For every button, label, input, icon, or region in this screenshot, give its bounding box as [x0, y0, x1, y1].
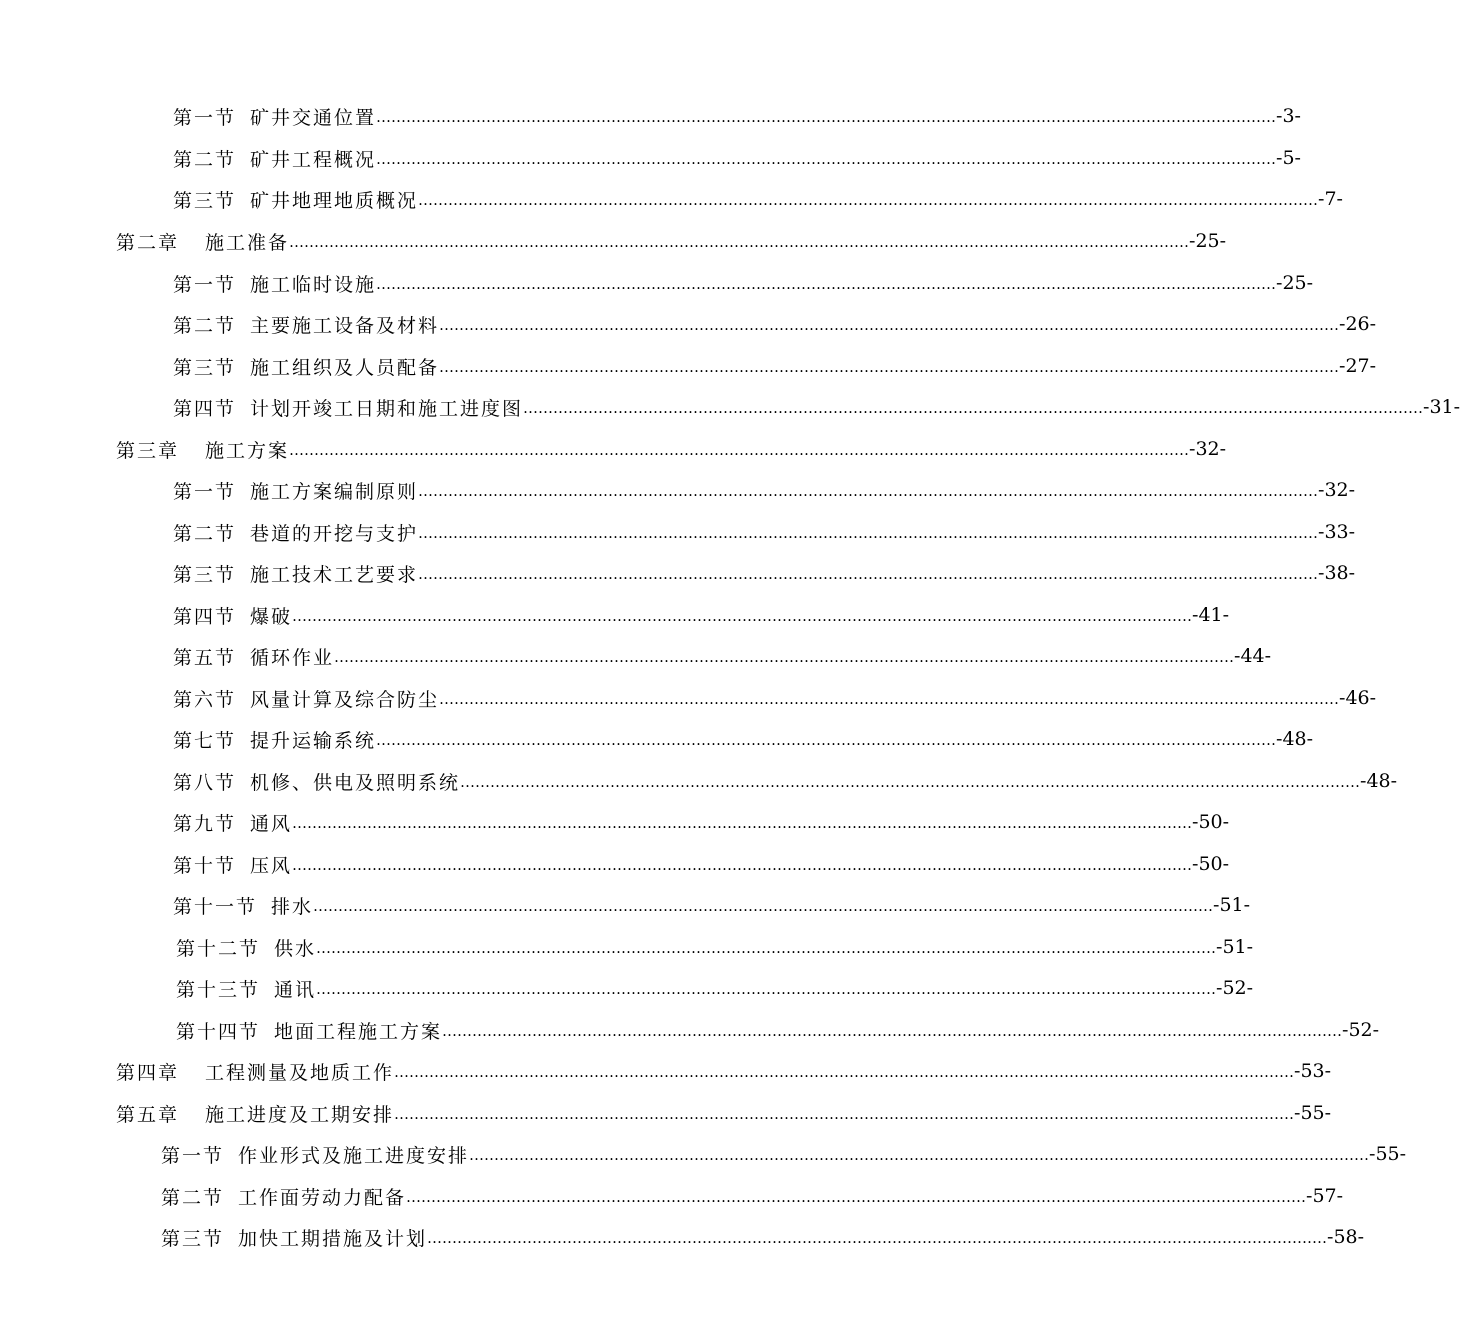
toc-entry[interactable] — [173, 184, 1343, 214]
dot-leader: ……………………………………………………………………………………………………………………………………………………………… — [523, 399, 1424, 417]
entry-page: -53- — [1294, 1060, 1332, 1082]
entry-title: 加快工期措施及计划 — [238, 1227, 428, 1250]
dot-leader: ……………………………………………………………………………………………………………………………………………………………… — [439, 690, 1340, 708]
chapter-number: 第五章 — [116, 1103, 180, 1126]
toc-entry[interactable] — [176, 973, 1254, 1003]
entry-number: 第十节 — [173, 854, 237, 877]
entry-page: -52- — [1216, 977, 1254, 999]
entry-title: 矿井工程概况 — [250, 148, 377, 171]
entry-page: -50- — [1192, 853, 1230, 875]
entry-page: -33- — [1318, 521, 1356, 543]
chapter-title: 施工进度及工期安排 — [205, 1103, 395, 1126]
chapter-title: 工程测量及地质工作 — [205, 1061, 395, 1084]
dot-leader: ……………………………………………………………………………………………………………………………………………………………… — [334, 648, 1235, 666]
entry-title: 风量计算及综合防尘 — [250, 688, 440, 711]
dot-leader: ……………………………………………………………………………………………………………………………………………………………… — [469, 1146, 1370, 1164]
chapter-number: 第四章 — [116, 1061, 180, 1084]
entry-number: 第十二节 — [176, 937, 261, 960]
toc-entry[interactable] — [173, 724, 1314, 754]
toc-entry[interactable] — [173, 558, 1356, 588]
entry-page: -51- — [1213, 894, 1251, 916]
dot-leader: ……………………………………………………………………………………………………………………………………………………………… — [289, 441, 1190, 459]
entry-title: 爆破 — [250, 605, 293, 628]
entry-page: -48- — [1360, 770, 1398, 792]
toc-entry[interactable] — [173, 268, 1314, 298]
entry-title: 工作面劳动力配备 — [238, 1186, 407, 1209]
entry-page: -32- — [1189, 438, 1227, 460]
dot-leader: ……………………………………………………………………………………………………………………………………………………………… — [418, 565, 1319, 583]
entry-page: -55- — [1369, 1143, 1407, 1165]
entry-number: 第七节 — [173, 729, 237, 752]
entry-number: 第八节 — [173, 771, 237, 794]
entry-title: 施工方案编制原则 — [250, 480, 419, 503]
toc-chapter-entry[interactable] — [116, 1056, 1332, 1086]
entry-page: -26- — [1339, 313, 1377, 335]
toc-entry[interactable] — [173, 309, 1377, 339]
entry-title: 循环作业 — [250, 646, 335, 669]
toc-entry[interactable] — [173, 600, 1230, 630]
entry-page: -7- — [1318, 188, 1343, 210]
toc-entry[interactable] — [176, 1015, 1380, 1045]
entry-page: -52- — [1342, 1019, 1380, 1041]
toc-entry[interactable] — [173, 517, 1356, 547]
entry-page: -5- — [1276, 147, 1301, 169]
entry-number: 第十四节 — [176, 1020, 261, 1043]
entry-title: 施工组织及人员配备 — [250, 356, 440, 379]
entry-title: 提升运输系统 — [250, 729, 377, 752]
dot-leader: ……………………………………………………………………………………………………………………………………………………………… — [394, 1063, 1295, 1081]
entry-page: -41- — [1192, 604, 1230, 626]
entry-number: 第一节 — [161, 1144, 225, 1167]
entry-title: 供水 — [274, 937, 317, 960]
dot-leader: ……………………………………………………………………………………………………………………………………………………………… — [376, 731, 1277, 749]
entry-title: 计划开竣工日期和施工进度图 — [250, 397, 524, 420]
dot-leader: ……………………………………………………………………………………………………………………………………………………………… — [376, 108, 1277, 126]
entry-number: 第三节 — [161, 1227, 225, 1250]
toc-entry[interactable] — [161, 1222, 1365, 1252]
entry-title: 机修、供电及照明系统 — [250, 771, 461, 794]
entry-number: 第二节 — [173, 148, 237, 171]
toc-entry[interactable] — [173, 641, 1272, 671]
dot-leader: ……………………………………………………………………………………………………………………………………………………………… — [442, 1022, 1343, 1040]
entry-title: 矿井交通位置 — [250, 106, 377, 129]
toc-entry[interactable] — [173, 143, 1301, 173]
dot-leader: ……………………………………………………………………………………………………………………………………………………………… — [406, 1188, 1307, 1206]
entry-title: 通讯 — [274, 978, 317, 1001]
entry-number: 第三节 — [173, 563, 237, 586]
toc-chapter-entry[interactable] — [116, 226, 1227, 256]
entry-page: -32- — [1318, 479, 1356, 501]
entry-page: -50- — [1192, 811, 1230, 833]
dot-leader: ……………………………………………………………………………………………………………………………………………………………… — [439, 316, 1340, 334]
dot-leader: ……………………………………………………………………………………………………………………………………………………………… — [394, 1105, 1295, 1123]
entry-page: -57- — [1306, 1185, 1344, 1207]
entry-number: 第一节 — [173, 106, 237, 129]
entry-page: -27- — [1339, 355, 1377, 377]
chapter-number: 第二章 — [116, 231, 180, 254]
entry-number: 第六节 — [173, 688, 237, 711]
dot-leader: ……………………………………………………………………………………………………………………………………………………………… — [376, 275, 1277, 293]
entry-number: 第九节 — [173, 812, 237, 835]
entry-title: 施工技术工艺要求 — [250, 563, 419, 586]
dot-leader: ……………………………………………………………………………………………………………………………………………………………… — [316, 939, 1217, 957]
toc-entry[interactable] — [173, 101, 1301, 131]
entry-page: -55- — [1294, 1102, 1332, 1124]
toc-entry[interactable] — [176, 932, 1254, 962]
toc-entry[interactable] — [173, 807, 1230, 837]
entry-page: -31- — [1423, 396, 1460, 418]
entry-page: -25- — [1276, 272, 1314, 294]
entry-number: 第四节 — [173, 397, 237, 420]
chapter-title: 施工准备 — [205, 231, 290, 254]
toc-entry[interactable] — [161, 1181, 1344, 1211]
dot-leader: ……………………………………………………………………………………………………………………………………………………………… — [289, 233, 1190, 251]
entry-title: 压风 — [250, 854, 293, 877]
entry-number: 第十三节 — [176, 978, 261, 1001]
entry-title: 地面工程施工方案 — [274, 1020, 443, 1043]
dot-leader: ……………………………………………………………………………………………………………………………………………………………… — [376, 150, 1277, 168]
entry-number: 第二节 — [173, 522, 237, 545]
toc-entry[interactable] — [173, 475, 1356, 505]
dot-leader: ……………………………………………………………………………………………………………………………………………………………… — [292, 607, 1193, 625]
entry-page: -46- — [1339, 687, 1377, 709]
entry-title: 通风 — [250, 812, 293, 835]
dot-leader: ……………………………………………………………………………………………………………………………………………………………… — [313, 897, 1214, 915]
entry-page: -38- — [1318, 562, 1356, 584]
dot-leader: ……………………………………………………………………………………………………………………………………………………………… — [316, 980, 1217, 998]
dot-leader: ……………………………………………………………………………………………………………………………………………………………… — [418, 191, 1319, 209]
entry-page: -3- — [1276, 105, 1301, 127]
toc-chapter-entry[interactable] — [116, 434, 1227, 464]
entry-number: 第三节 — [173, 189, 237, 212]
entry-title: 作业形式及施工进度安排 — [238, 1144, 470, 1167]
toc-entry[interactable] — [173, 890, 1251, 920]
toc-chapter-entry[interactable] — [116, 1098, 1332, 1128]
entry-number: 第五节 — [173, 646, 237, 669]
entry-title: 主要施工设备及材料 — [250, 314, 440, 337]
entry-page: -51- — [1216, 936, 1254, 958]
chapter-title: 施工方案 — [205, 439, 290, 462]
toc-entry[interactable] — [173, 683, 1377, 713]
dot-leader: ……………………………………………………………………………………………………………………………………………………………… — [418, 482, 1319, 500]
entry-page: -48- — [1276, 728, 1314, 750]
entry-page: -58- — [1327, 1226, 1365, 1248]
entry-title: 矿井地理地质概况 — [250, 189, 419, 212]
toc-entry[interactable] — [173, 766, 1398, 796]
entry-number: 第二节 — [161, 1186, 225, 1209]
entry-title: 排水 — [271, 895, 314, 918]
toc-entry[interactable] — [173, 351, 1377, 381]
toc-entry[interactable] — [161, 1139, 1407, 1169]
entry-number: 第三节 — [173, 356, 237, 379]
dot-leader: ……………………………………………………………………………………………………………………………………………………………… — [292, 814, 1193, 832]
dot-leader: ……………………………………………………………………………………………………………………………………………………………… — [439, 358, 1340, 376]
entry-number: 第一节 — [173, 480, 237, 503]
entry-title: 巷道的开挖与支护 — [250, 522, 419, 545]
entry-page: -25- — [1189, 230, 1227, 252]
dot-leader: ……………………………………………………………………………………………………………………………………………………………… — [427, 1229, 1328, 1247]
entry-number: 第二节 — [173, 314, 237, 337]
entry-number: 第十一节 — [173, 895, 258, 918]
entry-number: 第四节 — [173, 605, 237, 628]
entry-number: 第一节 — [173, 273, 237, 296]
dot-leader: ……………………………………………………………………………………………………………………………………………………………… — [292, 856, 1193, 874]
entry-page: -44- — [1234, 645, 1272, 667]
chapter-number: 第三章 — [116, 439, 180, 462]
entry-title: 施工临时设施 — [250, 273, 377, 296]
dot-leader: ……………………………………………………………………………………………………………………………………………………………… — [460, 773, 1361, 791]
toc-entry[interactable] — [173, 392, 1460, 422]
dot-leader: ……………………………………………………………………………………………………………………………………………………………… — [418, 524, 1319, 542]
toc-entry[interactable] — [173, 849, 1230, 879]
